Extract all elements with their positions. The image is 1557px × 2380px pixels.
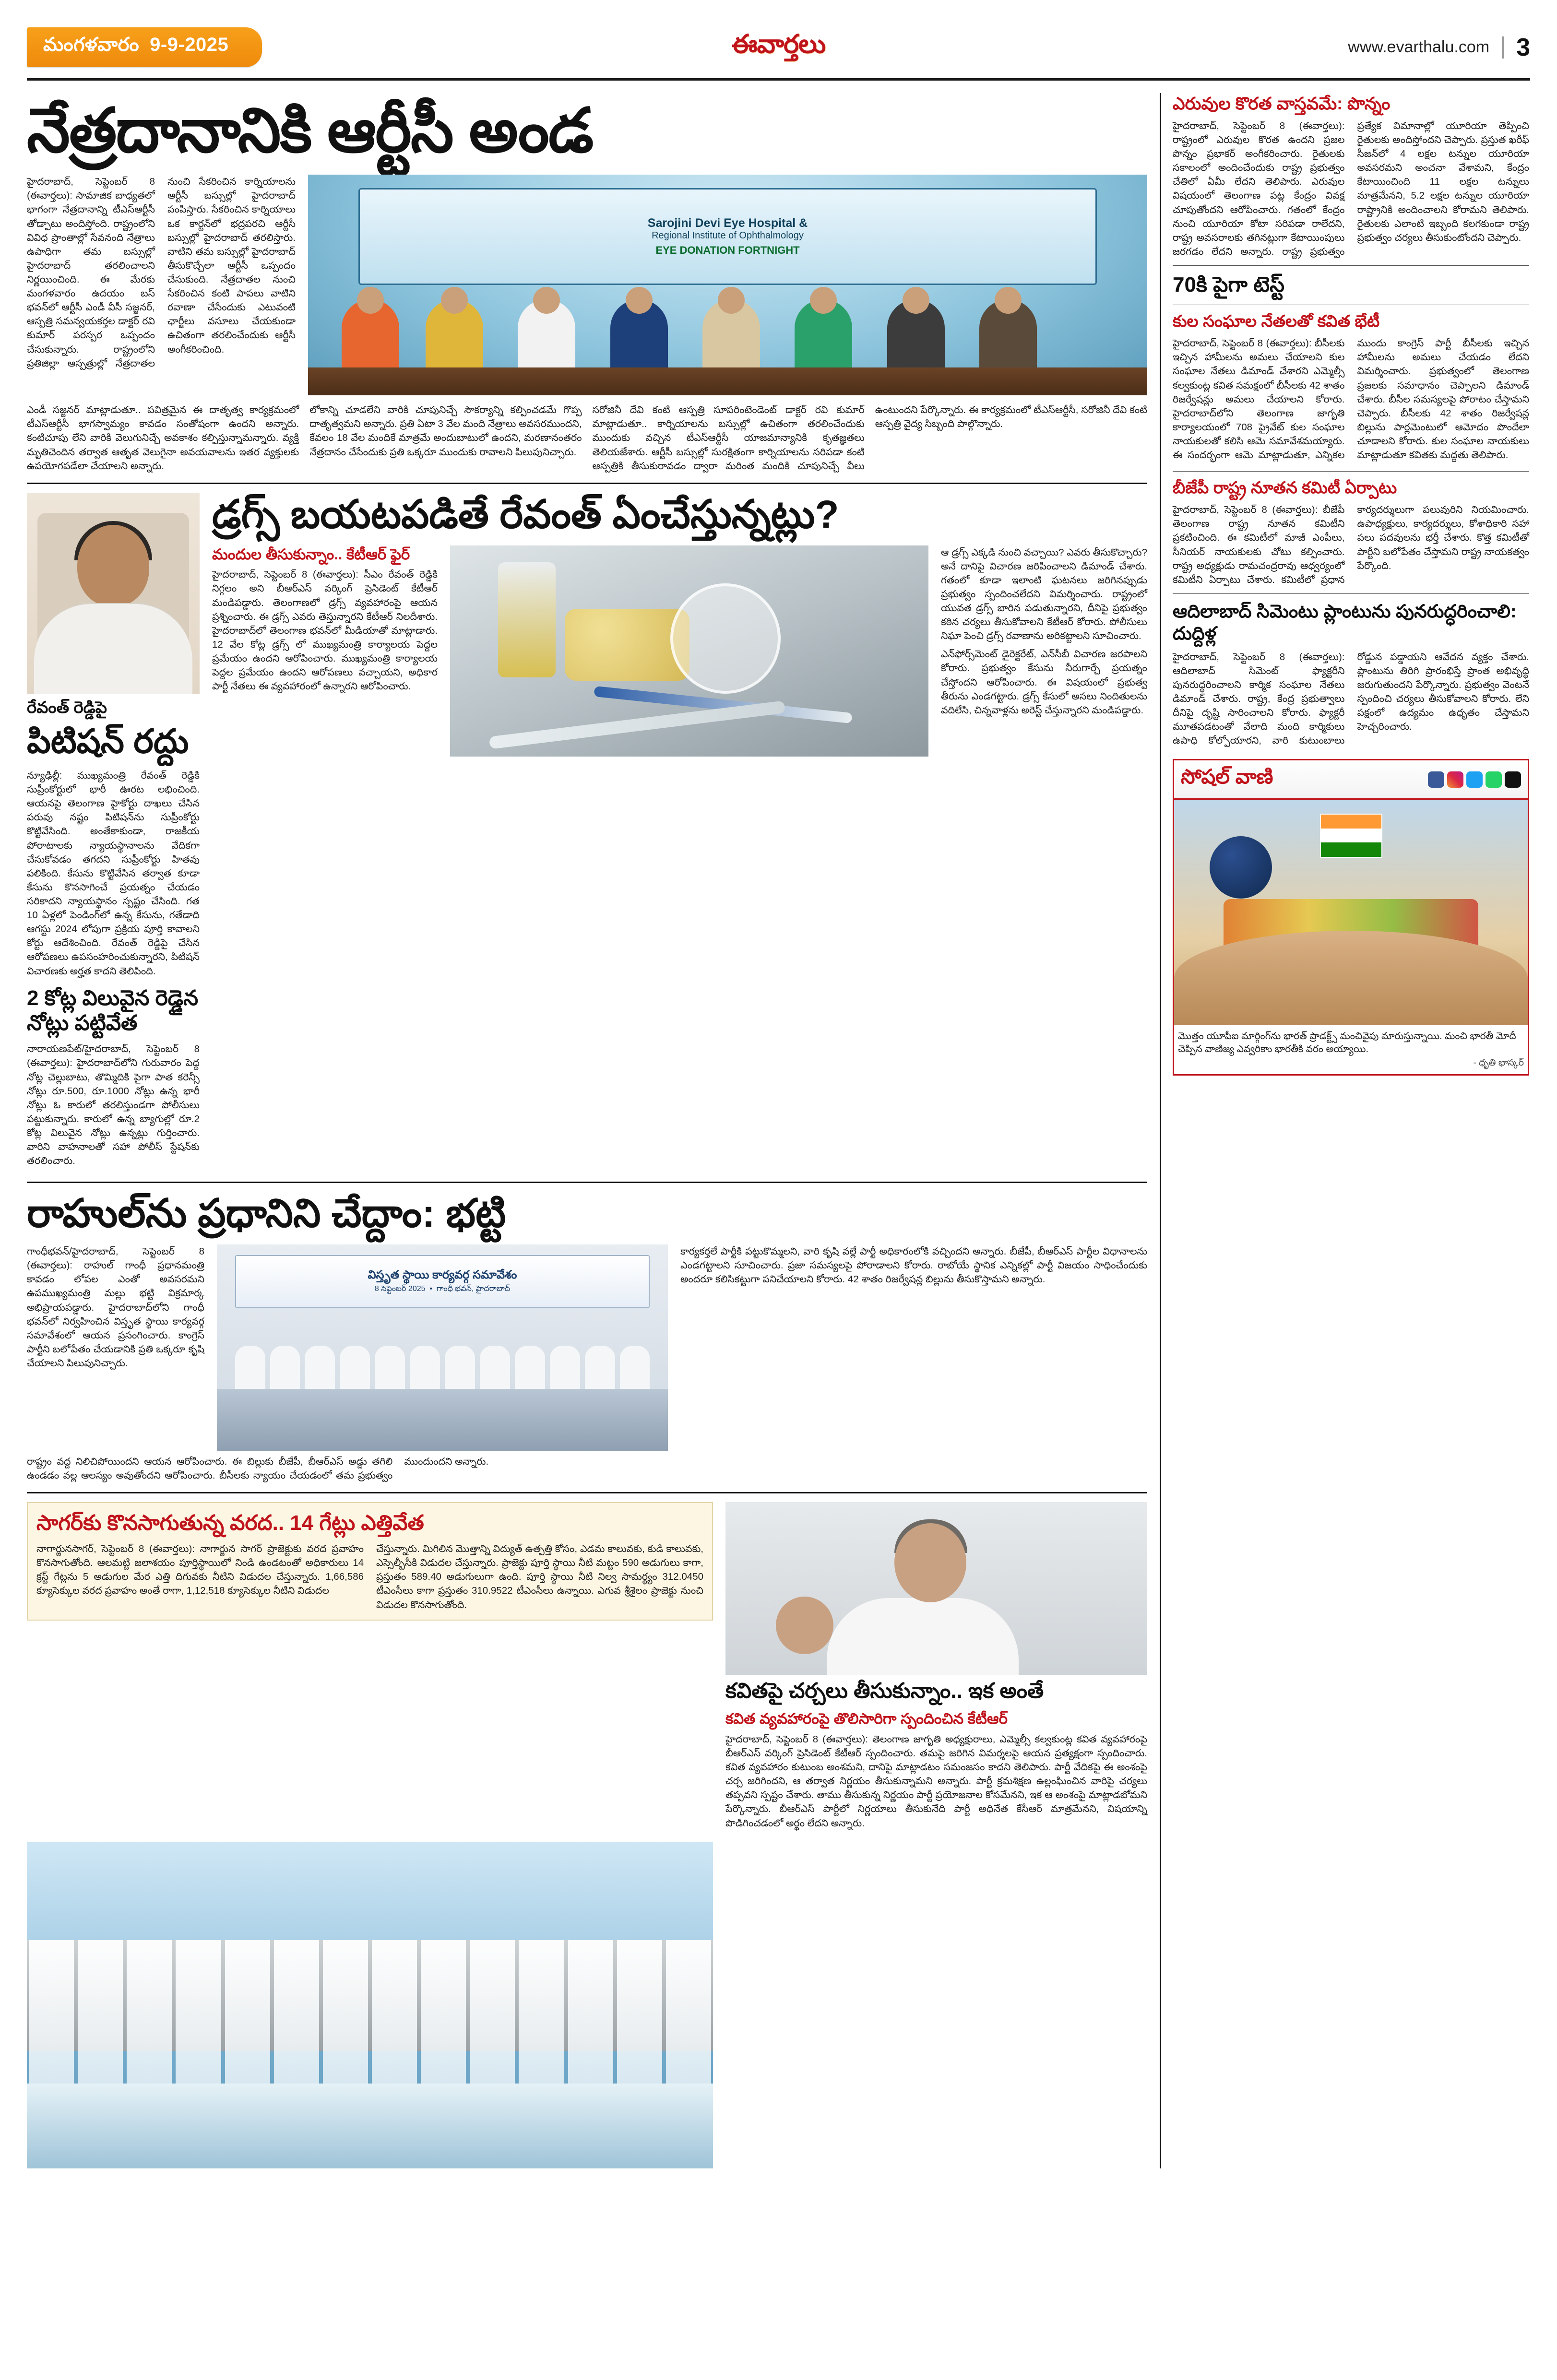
sagar-paragraph-2: చేస్తున్నారు. మిగిలిన మొత్తాన్ని విద్యుత్ ఉత్పత్తి కోసం, ఎడమ కాలువకు, కుడి కాలువకు, ఎస్సెల్బీసీకి విడుదల చేస్తున్నారు. ప్రాజెక్టు పూర్తి స్థాయి నీటి మట్టం 590 అడుగులు కాగా, ప్రస్తుతం 589.40 అడుగులుగా ఉంది. పూర్తి స్థాయి నీటి నిల్వ సామర్థ్యం 312.0450 టీఎంసీలు కాగా ప్రస్తుతం 310.9522 టీఎంసీలు ఉన్నాయి. ఎగువ శ్రీశైలం ప్రాజెక్టు నుంచి విడుదల కొనసాగుతోంది. (376, 1543, 703, 1610)
drugs-kicker: మందుల తీసుకున్నాం.. కేటీఆర్ ఫైర్ (212, 545, 410, 563)
sagar-ktr-section (27, 1502, 1147, 1834)
cement-body: హైదరాబాద్, సెప్టెంబర్ 8 (ఈవార్తలు): ఆదిలాబాద్ సిమెంట్ ఫ్యాక్టరీని పునరుద్ధరించాలని కార్మిక సంఘాల నేతలు డిమాండ్ చేశారు. రాష్ట్ర, కేంద్ర ప్రభుత్వాలు దీనిపై దృష్టి సారించాలని కోరారు. ఫ్యాక్టరీ మూతపడటంతో వేలాది మంది కార్మికులు ఉపాధి కోల్పోయారని, వారి కుటుంబాలు రోడ్డున పడ్డాయని ఆవేదన వ్యక్తం చేశారు. ప్లాంటును తిరిగి ప్రారంభిస్తే ప్రాంత అభివృద్ధి జరుగుతుందని పేర్కొన్నారు. ప్రభుత్వం వెంటనే స్పందించి చర్యలు తీసుకోవాలని కోరారు. లేని పక్షంలో ఉద్యమం ఉధృతం చేస్తామని హెచ్చరించారు. (1173, 651, 1529, 746)
sagar-paragraph-1: నాగార్జునసాగర్, సెప్టెంబర్ 8 (ఈవార్తలు): నాగార్జున సాగర్ ప్రాజెక్టుకు వరద ప్రవాహం కొనసాగుతోంది. ఆలమట్టి జలాశయం పూర్తిస్థాయిలో నిండి ఉండటంతో అధికారులు 14 క్రస్ట్ గేట్లను 5 అడుగుల మేర ఎత్తి దిగువకు నీటిని విడుదల చేస్తున్నారు. 1,66,586 క్యూసెక్కుల వరద ప్రవాహం అంతే రాగా, 1,12,518 క్యూసెక్కుల నీటిని విడుదల (36, 1543, 364, 1597)
fertilizer-body: హైదరాబాద్, సెప్టెంబర్ 8 (ఈవార్తలు): రాష్ట్రంలో ఎరువుల కొరత ఉందని ప్రజల పొన్నం ప్రభాకర్ అంగీకరించారు. రైతులకు సకాలంలో అందించేందుకు రాష్ట్ర ప్రభుత్వం చేతిలో ఏమీ లేదని తెలిపారు. ఎరువుల విషయంలో తెలంగాణ పట్ల కేంద్రం వివక్ష చూపుతోందని ఆరోపించారు. గతంలో కేంద్రం నుంచి యూరియా కోటా సరిపడా రాలేదని, రాష్ట్ర అవసరాలకు తగినట్లుగా కేటాయింపులు జరగడం లేదని అన్నారు. రాష్ట్ర ప్రభుత్వం ప్రత్యేక విమానాల్లో యూరియా తెప్పించి రైతులకు అందిస్తోందని చెప్పారు. ప్రస్తుత ఖరీఫ్ సీజన్‌లో 4 లక్షల టన్నుల యూరియా అవసరమని అంచనా వేశామని, కేంద్రం కేటాయించింది 11 లక్షల టన్నులు మాత్రమేనని, 5.2 లక్షల టన్నుల యూరియా రాష్ట్రానికి అందించాలని కోరామని తెలిపారు. రైతులకు ఎలాంటి ఇబ్బంది కలగకుండా రాష్ట్ర ప్రభుత్వం చర్యలు తీసుకుంటోందని చెప్పారు. (1173, 120, 1529, 257)
publication-logo (732, 29, 825, 66)
lead-top (27, 175, 1147, 395)
lead-story (27, 98, 1147, 473)
lead-paragraph-2: ఎండీ సజ్జనర్ మాట్లాడుతూ.. పవిత్రమైన ఈ దాతృత్వ కార్యక్రమంలో టీఎస్‌ఆర్టీసీ భాగస్వామ్యం కావడం సంతోషంగా ఉందని అన్నారు. కంటిచూపు లేని వారికి వెలుగునిచ్చే అవకాశం కల్పిస్తున్నామన్నారు. వ్యక్తి మృతిచెందిన తర్వాత ఆతృత వెలుగైనా అవయవాలను ఇతర వ్యక్తులకు ఉపయోగపడేలా చేయాలని అన్నారు. (27, 404, 299, 472)
kavitha-kicker: కవిత వ్యవహారంపై తొలిసారిగా స్పందించిన కేటీఆర్ (725, 1710, 1008, 1728)
date-ribbon (27, 27, 262, 67)
lead-paragraph-4: సరోజినీ దేవి కంటి ఆస్పత్రి సూపరింటెండెంట్ డాక్టర్ రవి కుమార్ మాట్లాడుతూ.. కార్నియాలను బస్సుల్లో ఉచితంగా తరలించేందుకు ముందుకు వచ్చిన టీఎస్‌ఆర్టీసీ యాజమాన్యానికి కృతజ్ఞతలు తెలియజేశారు. ఆర్టీసీ బస్సుల్లో సురక్షితంగా కార్నియాలను సరిపడా కంటి ఆస్పత్రికి తీసుకురావడం ద్వారా మరింత మందికి చూపునిచ్చే వీలు ఉంటుందని పేర్కొన్నారు. ఈ కార్యక్రమంలో టీఎస్‌ఆర్టీసీ, సరోజినీ దేవి కంటి ఆస్పత్రి వైద్య సిబ్బంది పాల్గొన్నారు. (592, 404, 1147, 472)
congress-meeting-photo (217, 1244, 668, 1451)
kavitha-body: హైదరాబాద్, సెప్టెంబర్ 8 (ఈవార్తలు): తెలంగాణ జాగృతి అధ్యక్షురాలు, ఎమ్మెల్సీ కల్వకుంట్ల కవిత వ్యవహారంపై బీఆర్ఎస్ వర్కింగ్ ప్రెసిడెంట్ కేటీఆర్ స్పందించారు. తమపై జరిగిన విమర్శలపై ఆయన ప్రత్యక్షంగా స్పందించారు. కవిత వ్యవహారం కుటుంబ అంశమని, దానిపై మాట్లాడటం సమంజసం కాదని తెలిపారు. పార్టీ వేదికపై ఈ అంశంపై చర్చ జరిగిందని, ఆ తర్వాత నిర్ణయం తీసుకున్నామని అన్నారు. పార్టీ క్రమశిక్షణ ఉల్లంఘించిన వారిపై చర్యలు తప్పవని స్పష్టం చేశారు. తాము తీసుకున్న నిర్ణయం పార్టీ ప్రయోజనాల కోసమేనని, ఇక ఆ అంశంపై మాట్లాడబోమని పేర్కొన్నారు. బీఆర్ఎస్ పార్టీలో నిర్ణయాలు తీసుకునేది పార్టీ అధినేత కేసీఆర్ మాత్రమేనని, విషయాన్ని పొడిగించడంలో అర్థం లేదని అన్నారు. (725, 1733, 1147, 1829)
lead-text-left (27, 175, 296, 395)
drugs-col1-wrap (212, 545, 438, 757)
drugs-section (27, 493, 1147, 1172)
twitter-icon[interactable] (1466, 771, 1483, 788)
rahul-headline: రాహుల్‌ను ప్రధానిని చేద్దాం: భట్టి (27, 1192, 506, 1236)
instagram-icon[interactable] (1447, 771, 1463, 788)
cement-headline: ఆదిలాబాద్ సిమెంటు ప్లాంటును పునరుద్ధరించాలి: దుద్దిళ్ల (1173, 601, 1517, 644)
masthead-right (1348, 33, 1530, 62)
sagar-story (27, 1502, 713, 1834)
tests-headline: 70కి పైగా టెస్ట్ (1173, 273, 1285, 296)
drugs-paragraph-1: హైదరాబాద్, సెప్టెంబర్ 8 (ఈవార్తలు): సీఎం రేవంత్ రెడ్డికి నిగ్గలం అని బీఆర్ఎస్ వర్కింగ్ ప్రెసిడెంట్ కేటీఆర్ మండిపడ్డారు. తెలంగాణలో డ్రగ్స్ వ్యవహారంపై ఆయన ప్రశ్నించారు. ఈ డ్రగ్స్ ఎవరు తెస్తున్నారని కేటీఆర్ నిలదీశారు. హైదరాబాద్‌లో తెలంగాణ భవన్‌లో మీడియాతో మాట్లాడారు. 12 వేల కోట్ల డ్రగ్స్ లో ముఖ్యమంత్రి కార్యాలయ పెద్దల ప్రమేయం ఉందని ఆరోపించారు. ముఖ్యమంత్రి కార్యాలయ పెద్దల ప్రమేయం ఉందని ఆరోపణలు వచ్చాయని, అధికార పార్టీ నేతలు ఈ వ్యవహారంలో ఉన్నారని ఆరోపించారు. (212, 569, 438, 692)
drugs-story (212, 493, 1147, 1172)
date-label: 9-9-2025 (150, 34, 229, 55)
rahul-paragraph-1: గాంధీభవన్/హైదరాబాద్, సెప్టెంబర్ 8 (ఈవార్తలు): రాహుల్ గాంధీ ప్రధానమంత్రి కావడం లోపల ఎంతో అవసరమని ఉపముఖ్యమంత్రి మల్లు భట్టి విక్రమార్క అభిప్రాయపడ్డారు. హైదరాబాద్‌లోని గాంధీ భవన్‌లో నిర్వహించిన విస్తృత స్థాయి కార్యవర్గ సమావేశంలో ఆయన ప్రసంగించారు. కాంగ్రెస్ పార్టీని బలోపేతం చేయడానికి ప్రతి ఒక్కరూ కృషి చేయాలని పిలుపునిచ్చారు. (27, 1246, 204, 1369)
section-divider-1 (27, 483, 1147, 484)
drugs-paragraph-2: ఆ డ్రగ్స్ ఎక్కడి నుంచి వచ్చాయి? ఎవరు తీసుకొచ్చారు? అనే దానిపై విచారణ జరిపించాలని డిమాండ్ చేశారు. గతంలో కూడా ఇలాంటి ఘటనలు జరిగినప్పుడు ప్రభుత్వం స్పందించలేదని విమర్శించారు. రాష్ట్రంలో యువత డ్రగ్స్ బారిన పడుతున్నారని, దీనిపై ప్రభుత్వం కఠిన చర్యలు తీసుకోవాలని కేటీఆర్ కోరారు. పోలీసులు నిఘా పెంచి డ్రగ్స్ రవాణాను అరికట్టాలని సూచించారు. (941, 546, 1147, 642)
ad-caption: మొత్తం యూపీఐ మార్గింగ్‌ను భారత్ ప్రాడక్ట్స్ మంచివైపు మారుస్తున్నాయి. మంచి భారతీ మోదీ చెప్పిన వాణిజ్య ఎవ్వరికాు భారతీకి వరం అయ్యాయి. (1178, 1031, 1516, 1055)
tiktok-icon[interactable] (1505, 771, 1521, 788)
sagar-headline: సాగర్‌కు కొనసాగుతున్న వరద.. 14 గేట్లు ఎత్తివేత (36, 1511, 424, 1535)
drugs-photo-wrap (450, 545, 928, 757)
event-banner-line2: Regional Institute of Ophthalmology (652, 230, 804, 241)
drugs-lab-photo (450, 545, 928, 757)
kavitha-story (725, 1502, 1147, 1834)
lead-body-columns (27, 403, 1147, 473)
rail-divider-3 (1173, 471, 1529, 472)
event-people (308, 281, 1147, 395)
rahul-col3 (680, 1244, 1147, 1451)
meeting-stage-banner: విస్తృత స్థాయి కార్యవర్గ సమావేశం 8 సెప్టెంబర్ 2025 • గాంధీ భవన్, హైదరాబాద్ (235, 1255, 650, 1309)
social-icons (1428, 771, 1521, 788)
bjp-headline: బీజేపీ రాష్ట్ర నూతన కమిటీ ఏర్పాటు (1173, 478, 1397, 497)
rail-item-fertilizer (1173, 93, 1529, 259)
page-number: 3 (1516, 33, 1530, 61)
kavitha-headline: కవితపై చర్చలు తీసుకున్నాం.. ఇక అంతే (725, 1679, 1044, 1703)
rahul-col1 (27, 1244, 204, 1451)
lead-photo-wrap (308, 175, 1147, 395)
drugs-top (212, 545, 1147, 757)
whatsapp-icon[interactable] (1486, 771, 1502, 788)
eye-donation-event-photo (308, 175, 1147, 395)
rail-item-bjp (1173, 478, 1529, 587)
globe-icon (1210, 836, 1272, 899)
section-divider-3 (27, 1492, 1147, 1493)
revanth-headline: పిటిషన్ రద్దు (27, 722, 189, 760)
website-url[interactable]: www.evarthalu.com (1348, 38, 1490, 56)
rail-item-cement (1173, 601, 1529, 747)
rahul-paragraph-2: కార్యకర్తలే పార్టీకి పట్టుకొమ్మలని, వారి కృషి వల్లే పార్టీ అధికారంలోకి వచ్చిందని అన్నారు. బీజేపీ, బీఆర్ఎస్ పార్టీల విధానాలను ఎండగట్టాలని సూచించారు. ప్రజా సమస్యలపై పోరాడాలని కోరారు. రాబోయే స్థానిక ఎన్నికల్లో పార్టీ విజయం సాధించేందుకు అందరూ కలిసికట్టుగా పనిచేయాలని కోరారు. 42 శాతం రిజర్వేషన్ల బిల్లును తీసుకొస్తామని అన్నారు. (680, 1246, 1147, 1285)
rahul-paragraph-3: రాష్ట్రం వద్ద నిలిచిపోయిందని ఆయన ఆరోపించారు. ఈ బిల్లుకు బీజేపీ, బీఆర్ఎస్ అడ్డు తగిలి ఉండడం వల్ల ఆలస్యం అవుతోందని ఆరోపించారు. బీసీలకు న్యాయం చేయడంలో తమ ప్రభుత్వం ముందుందని అన్నారు. (27, 1456, 489, 1481)
rahul-photo-wrap (217, 1244, 668, 1451)
ad-credit: - ధృతి భాస్కర్ (1473, 1058, 1524, 1068)
social-vani-ad[interactable] (1173, 759, 1529, 1076)
rahul-tail (27, 1455, 1147, 1482)
notes-seizure-headline: 2 కోట్ల విలువైన రెడ్డైన నోట్లు పట్టివేత (27, 986, 199, 1035)
divider (1502, 36, 1504, 59)
revanth-story (27, 493, 200, 1172)
drugs-col3-wrap (941, 545, 1147, 757)
ad-image (1174, 800, 1528, 1025)
event-banner-line3: EYE DONATION FORTNIGHT (655, 244, 800, 257)
kavitha-meet-body: హైదరాబాద్, సెప్టెంబర్ 8 (ఈవార్తలు): బీసీలకు ఇచ్చిన హామీలను అమలు చేయాలని కుల సంఘాల నేతలు డిమాండ్ చేశారని ఎమ్మెల్సీ కల్వకుంట్ల కవిత సమక్షంలో బీసీలకు 42 శాతం రిజర్వేషన్లు అమలు చేయాలని కోరారు. హైదరాబాద్‌లోని తెలంగాణ జాగృతి కార్యాలయంలో 708 ప్రైవేట్ కుల సంఘాల నాయకులతో కలిసి ఆమె సమావేశమయ్యారు. ఈ సందర్భంగా ఆమె మాట్లాడుతూ, ఎన్నికల ముందు కాంగ్రెస్ పార్టీ బీసీలకు ఇచ్చిన హామీలను అమలు చేయడం లేదని విమర్శించారు. ప్రభుత్వంలో తెలంగాణ ప్రజలకు సమాధానం చెప్పాలని డిమాండ్ చేశారు. బీసీల సమస్యలపై పోరాటం చేస్తామని చెప్పారు. బీసీలకు 42 శాతం రిజర్వేషన్ల బిల్లును పార్లమెంటులో ఆమోదం పొందేలా చూడాలని కోరారు. కుల సంఘాల నాయకులు మాట్లాడుతూ కవితకు మద్దతు తెలిపారు. (1173, 338, 1529, 461)
india-flag-icon (1320, 814, 1382, 858)
section-divider-2 (27, 1182, 1147, 1183)
drugs-headline: డ్రగ్స్ బయటపడితే రేవంత్ ఏంచేస్తున్నట్లు? (212, 492, 839, 536)
rail-divider-1 (1173, 265, 1529, 266)
event-banner (358, 188, 1097, 285)
rahul-body-row (27, 1244, 1147, 1451)
sagar-box (27, 1502, 713, 1620)
notes-seizure-body: నారాయణపేట్/హైదరాబాద్, సెప్టెంబర్ 8 (ఈవార్తలు): హైదరాబాద్‌లోని గురువారం పెద్ద నోట్ల చెల్లుబాటు, తొమ్మిదికి పైగా పాత కరెన్సీ నోట్లు రూ.500, రూ.1000 నోట్లు ఉన్న భారీ నోట్లు ఓ కారులో తరలిస్తుండగా పోలీసులు పట్టుకున్నారు. కారులో ఉన్న బ్యాగుల్లో రూ.2 కోట్ల విలువైన నోట్లు ఉన్నట్లు గుర్తించారు. వారిని వాహనాలతో సహా పోలీస్ స్టేషన్‌కు తరలించారు. (27, 1043, 200, 1167)
ad-header (1174, 760, 1528, 800)
bjp-body: హైదరాబాద్, సెప్టెంబర్ 8 (ఈవార్తలు): బీజేపీ తెలంగాణ రాష్ట్ర నూతన కమిటీని ప్రకటించింది. ఈ కమిటీలో మాజీ ఎంపీలు, సీనియర్ నాయకులకు చోటు కల్పించారు. రాష్ట్ర అధ్యక్షుడు రామచంద్రరావు ఆధ్వర్యంలో కమిటీని ఏర్పాటు చేశారు. కమిటీలో ప్రధాన కార్యదర్శులుగా పలువురిని నియమించారు. ఉపాధ్యక్షులు, కార్యదర్శులు, కోశాధికారి సహా పలు పదవులను భర్తీ చేశారు. కొత్త కమిటీతో పార్టీని బలోపేతం చేస్తామని రాష్ట్ర నాయకత్వం పేర్కొంది. (1173, 504, 1529, 585)
lead-paragraph-1: హైదరాబాద్, సెప్టెంబర్ 8 (ఈవార్తలు): సామాజిక బాధ్యతలో భాగంగా నేత్రదానాన్ని టీఎస్‌ఆర్టీసీ తోడ్పాటు అందిస్తోంది. రాష్ట్రంలోని వివిధ ప్రాంతాల్లో సేవనంది నేత్రాలు ఉపాధిగా తమ బస్సుల్లో హైదరాబాద్ తరలించాలని నిర్ణయించింది. ఈ మేరకు మంగళవారం ఉదయం బస్ భవన్‌లో ఆర్టీసీ ఎండీ వీసీ సజ్జనర్, ఆస్పత్రి సమన్వయకర్తల డాక్టర్ రవి కుమార్ పరస్పర ఒప్పందం చేసుకున్నారు. రాష్ట్రంలోని ప్రతిజిల్లా ఆస్పత్రుల్లో నేత్రదాతల నుంచి సేకరించిన కార్నియాలను ఆర్టీసీ బస్సుల్లో హైదరాబాద్ పంపిస్తారు. సేకరించిన కార్నియాలు ఒక కార్టన్‌లో భద్రపరచి ఆర్టీసీ బస్సుల్లో హైదరాబాద్ తరలిస్తారు. వాటిని తమ బస్సుల్లో హైదరాబాద్ తీసుకొచ్చేలా ఆర్టీసీ ఒప్పందం చేసుకుంది. నేత్రదాతల నుంచి సేకరించిన కంటి పాపలు వాటిని రవాణా చేసేందుకు ఎటువంటి ఛార్జీలు వసూలు చేయకుండా ఉచితంగా తరలించేందుకు ఆర్టీసీ అంగీకరించింది. (27, 176, 296, 369)
fertilizer-headline: ఎరువుల కొరత వాస్తవమే: పొన్నం (1173, 94, 1391, 113)
rahul-story (27, 1192, 1147, 1482)
event-banner-line1: Sarojini Devi Eye Hospital & (647, 216, 808, 230)
page-content (27, 93, 1530, 2168)
weekday-label: మంగళవారం (43, 34, 140, 55)
ad-title: సోషల్ వాణి (1181, 765, 1273, 788)
main-column (27, 93, 1147, 2168)
nagarjuna-sagar-dam-photo (27, 1842, 713, 2168)
lead-headline: నేత్రదానానికి ఆర్టీసీ అండ (27, 96, 593, 165)
drugs-paragraph-3: ఎన్‌ఫోర్స్‌మెంట్ డైరెక్టరేట్, ఎన్‌సీబీ విచారణ జరపాలని కోరారు. ప్రభుత్వం కేసును నీరుగార్చే ప్రయత్నం చేస్తోందని ఆరోపించారు. ఈ విషయంలో ప్రభుత్వ తీరును ఎండగట్టారు. డ్రగ్స్ కేసులో అసలు నిందితులను వదిలేసి, చిన్నవాళ్లను అరెస్ట్ చేస్తున్నారని మండిపడ్డారు. (941, 649, 1147, 716)
revanth-body: న్యూఢిల్లీ: ముఖ్యమంత్రి రేవంత్ రెడ్డికి సుప్రీంకోర్టులో భారీ ఊరట లభించింది. ఆయనపై తెలంగాణ హైకోర్టు దాఖలు చేసిన పరువు నష్టం పిటిషన్‌ను సుప్రీంకోర్టు కొట్టివేసింది. అంతేకాకుండా, రాజకీయ పోరాటాలకు న్యాయస్థానాలను వేదికగా చేసుకోవడం తగదని సుప్రీంకోర్టు హితవు పలికింది. కేసును కొట్టివేసిన తర్వాత కూడా కేసును కొనసాగించే ప్రయత్నం చేయడం సరికాదని న్యాయస్థానం స్పష్టం చేసింది. గత 10 ఏళ్లలో పెండింగ్‌లో ఉన్న కేసును, గతేడాది ఆగస్టు 2024 లోపుగా ప్రక్రియ పూర్తి కావాలని కోర్టు ఆదేశించింది. రేవంత్ రెడ్డిపై చేసిన ఆరోపణలు ఉపసంహరించుకున్నారని, పిటిషన్ విచారణకు అర్హత కాదని తెలిపింది. (27, 770, 200, 977)
right-rail (1160, 93, 1529, 2168)
ktr-photo (725, 1502, 1147, 1675)
lead-paragraph-3: లోకాన్ని చూడలేని వారికి చూపునిచ్చే సౌకర్యాన్ని కల్పించడమే గొప్ప దాతృత్వమని అన్నారు. ప్రతి ఏటా 3 వేల మంది నేత్రాలు అవసరముందని, కేవలం 18 వేల మందికే మాత్రమే అందుబాటులో ఉందని, మరణానంతరం నేత్రదానం చేసేందుకు ప్రతి ఒక్కరూ ముందుకు రావాలని పిలుపునిచ్చారు. (309, 404, 582, 458)
revanth-kicker: రేవంత్ రెడ్డిపై (27, 698, 107, 717)
masthead (27, 23, 1530, 81)
kavitha-meet-headline: కుల సంఘాల నేతలతో కవిత భేటీ (1173, 312, 1380, 331)
rail-divider-4 (1173, 593, 1529, 594)
revanth-reddy-portrait (27, 493, 200, 694)
publication-name: ఈవార్తలు (731, 29, 826, 59)
facebook-icon[interactable] (1428, 771, 1444, 788)
rail-item-kavitha-meet (1173, 312, 1529, 464)
hands-graphic (1174, 931, 1528, 1025)
